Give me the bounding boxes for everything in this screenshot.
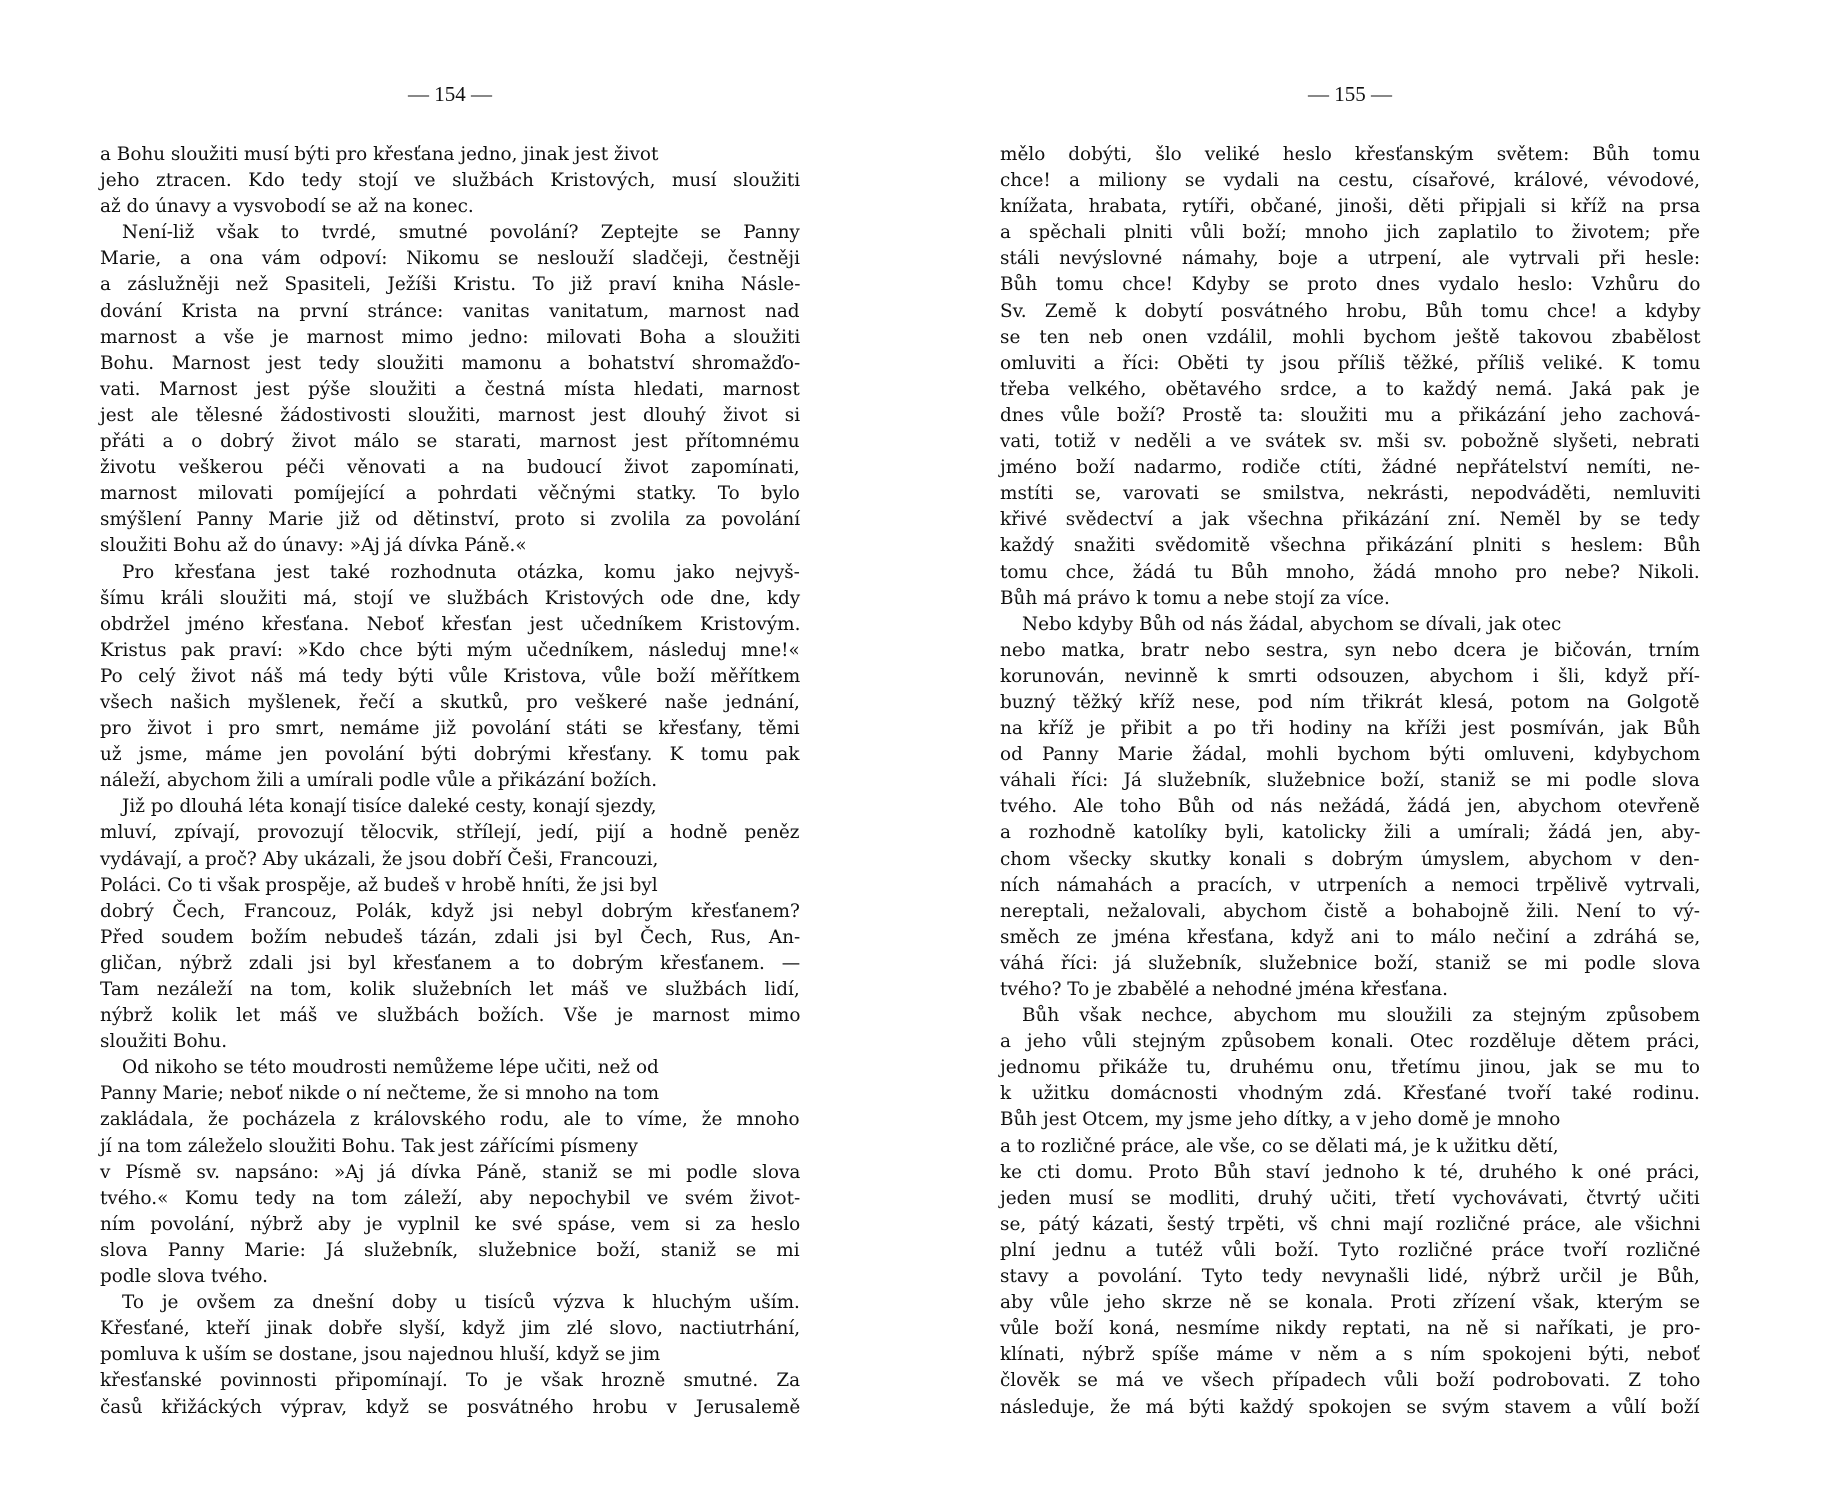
text-line: pro život i pro smrt, nemáme již povolání státi se křesťany, těmi — [100, 718, 800, 740]
left-page — [100, 0, 800, 1500]
text-line: aby vůle jeho skrze ně se konala. Proti zřízení však, kterým se — [1000, 1292, 1700, 1314]
text-line: tvého? To je zbabělé a nehodné jména křesťana. — [1000, 979, 1448, 1000]
text-line: sloužiti Bohu. — [100, 1031, 228, 1053]
text-line: Po celý život náš má tedy býti vůle Kristova, vůle boží měřítkem — [100, 665, 801, 687]
text-line: třeba velkého, obětavého srdce, a to každý nemá. Jaká pak je — [1000, 378, 1700, 400]
text-line: Od nikoho se této moudrosti nemůžeme lépe učiti, než od — [122, 1057, 659, 1079]
right-page — [1000, 0, 1700, 1500]
left-page-text — [100, 142, 800, 1421]
text-line: každý snažiti svědomitě všechna přikázání plniti s heslem: Bůh — [1000, 535, 1701, 557]
text-line: jí na tom záleželo sloužiti Bohu. Tak jest zářícími písmeny — [100, 1135, 638, 1157]
text-line: váhali říci: Já služebník, služebnice boží, staniž se mi podle slova — [1000, 770, 1700, 792]
text-line: Není-liž však to tvrdé, smutné povolání? Zeptejte se Panny — [122, 222, 800, 244]
text-line: náleží, abychom žili a umírali podle vůle a přikázání božích. — [100, 770, 658, 792]
text-line: se ten neb onen vzdálil, mohli bychom ještě takovou zbabělost — [1000, 326, 1701, 348]
text-line: korunován, nevinně k smrti odsouzen, abychom i šli, když pří- — [1000, 665, 1700, 687]
text-line: až do únavy a vysvobodí se až na konec. — [100, 196, 474, 218]
text-line: životu veškerou péči věnovati a na budoucí život zapomínati, — [100, 457, 800, 479]
text-line: mluví, zpívají, provozují tělocvik, střílejí, jedí, pijí a hodně peněz — [100, 822, 800, 844]
text-line: Poláci. Co ti však prospěje, až budeš v hrobě hníti, že jsi byl — [100, 874, 658, 896]
text-line: vydávají, a proč? Aby ukázali, že jsou dobří Češi, Francouzi, — [100, 848, 659, 870]
text-line: gličan, nýbrž zdali jsi byl křesťanem a to dobrým křesťanem. — — [100, 952, 801, 974]
text-line: od Panny Marie žádal, mohli bychom býti omluveni, kdybychom — [1000, 744, 1701, 766]
text-line: a Bohu sloužiti musí býti pro křesťana jedno, jinak jest život — [100, 144, 659, 165]
text-line: marnost a vše je marnost mimo jedno: milovati Boha a sloužiti — [100, 326, 801, 348]
text-line: Tam nezáleží na tom, kolik služebních let máš ve službách lidí, — [100, 979, 800, 1000]
text-line: zakládala, že pocházela z královského rodu, ale to víme, že mnoho — [100, 1109, 800, 1131]
text-line: mstíti se, varovati se smilstva, nekrásti, nepodváděti, nemluviti — [1000, 483, 1701, 505]
text-line: chom všecky skutky konali s dobrým úmyslem, abychom v den- — [1000, 848, 1700, 870]
text-line: člověk se má ve všech případech vůli boží podrobovati. Z toho — [1000, 1370, 1701, 1392]
text-line: Bůh má právo k tomu a nebe stojí za více. — [1000, 587, 1390, 609]
text-line: ke cti domu. Proto Bůh staví jednoho k té, druhého k oné práci, — [1000, 1161, 1700, 1183]
text-line: dnes vůle boží? Prostě ta: sloužiti mu a přikázání jeho zachová- — [1000, 404, 1701, 426]
text-line: mělo dobýti, šlo veliké heslo křesťanským světem: Bůh tomu — [1000, 144, 1701, 165]
text-line: Nebo kdyby Bůh od nás žádal, abychom se dívali, jak otec — [1022, 613, 1562, 635]
text-line: a to rozličné práce, ale vše, co se dělati má, je k užitku dětí, — [1000, 1135, 1559, 1157]
text-line: jednomu přikáže tu, druhému onu, třetímu jinou, jak se mu to — [1000, 1057, 1700, 1079]
text-line: chce! a miliony se vydali na cestu, císařové, králové, vévodové, — [1000, 170, 1700, 192]
text-line: dování Krista na první stránce: vanitas vanitatum, marnost nad — [100, 300, 800, 322]
text-line: už jsme, máme jen povolání býti dobrými křesťany. K tomu pak — [100, 744, 800, 766]
text-line: pomluva k uším se dostane, jsou najednou hluší, když se jim — [100, 1344, 661, 1366]
text-line: Panny Marie; neboť nikde o ní nečteme, že si mnoho na tom — [100, 1083, 660, 1105]
text-line: šímu králi sloužiti má, stojí ve službách Kristových ode dne, kdy — [100, 587, 801, 609]
text-line: buzný těžký kříž nese, pod ním třikrát klesá, potom na Golgotě — [1000, 691, 1700, 713]
text-line: ních námahách a pracích, v utrpeních a nemoci trpělivě vytrvali, — [1000, 874, 1701, 896]
text-line: tvého.« Komu tedy na tom záleží, aby nepochybil ve svém život- — [100, 1187, 801, 1209]
text-line: dobrý Čech, Francouz, Polák, když jsi nebyl dobrým křesťanem? — [100, 900, 800, 922]
text-line: Bohu. Marnost jest tedy sloužiti mamonu a bohatství shromažďo- — [100, 352, 801, 374]
text-line: tvého. Ale toho Bůh od nás nežádá, žádá jen, abychom otevřeně — [1000, 796, 1700, 818]
text-line: Sv. Země k dobytí posvátného hrobu, Bůh tomu chce! a kdyby — [1000, 300, 1701, 322]
text-line: křesťanské povinnosti připomínají. To je však hrozně smutné. Za — [100, 1370, 801, 1392]
text-line: sloužiti Bohu až do únavy: »Aj já dívka Páně.« — [100, 535, 527, 557]
text-line: všech našich myšlenek, řečí a skutků, pro veškeré naše jednání, — [100, 691, 800, 713]
text-line: Bůh jest Otcem, my jsme jeho dítky, a v jeho domě je mnoho — [1000, 1109, 1561, 1131]
text-line: křivé svědectví a jak všechna přikázání zní. Neměl by se tedy — [1000, 509, 1700, 531]
text-line: klínati, nýbrž spíše máme v něm a s ním spokojeni býti, neboť — [1000, 1344, 1700, 1366]
text-line: časů křižáckých výprav, když se posvátného hrobu v Jerusalemě — [100, 1396, 801, 1418]
text-line: vati, totiž v neděli a ve svátek sv. mši sv. pobožně slyšeti, nebrati — [1000, 431, 1700, 453]
right-page-text — [1000, 142, 1700, 1421]
text-line: nýbrž kolik let máš ve službách božích. Vše je marnost mimo — [100, 1005, 801, 1027]
text-line: ním povolání, nýbrž aby je vyplnil ke své spáse, vem si za heslo — [100, 1213, 801, 1235]
text-line: knížata, hrabata, rytíři, občané, jinoši, děti připjali si kříž na prsa — [1000, 196, 1701, 218]
text-line: vůle boží koná, nesmíme nikdy reptati, na ně si naříkati, je pro- — [1000, 1318, 1701, 1340]
text-line: Pro křesťana jest také rozhodnuta otázka, komu jako nejvyš- — [122, 561, 800, 583]
text-line: podle slova tvého. — [100, 1266, 268, 1288]
text-line: Marie, a ona vám odpoví: Nikomu se neslouží sladčeji, čestněji — [100, 248, 800, 270]
text-line: a spěchali plniti vůli boží; mnoho jich zaplatilo to životem; pře — [1000, 222, 1700, 244]
text-line: jeden musí se modliti, druhý učiti, třetí vychovávati, čtvrtý učiti — [1000, 1187, 1700, 1209]
text-line: jeho ztracen. Kdo tedy stojí ve službách Kristových, musí sloužiti — [100, 170, 801, 192]
text-line: a rozhodně katolíky byli, katolicky žili a umírali; žádá jen, aby- — [1000, 822, 1701, 844]
text-line: nebo matka, bratr nebo sestra, syn nebo dcera je bičován, trním — [1000, 639, 1700, 661]
text-line: a jeho vůli stejným způsobem konali. Otec rozděluje dětem práci, — [1000, 1031, 1700, 1053]
text-line: se, pátý kázati, šestý trpěti, vš chni mají rozličné práce, ale všichni — [1000, 1213, 1701, 1235]
text-line: Bůh však nechce, abychom mu sloužili za stejným způsobem — [1022, 1005, 1701, 1027]
text-line: váhá říci: já služebník, služebnice boží, staniž se mi podle slova — [1000, 952, 1701, 974]
page-number-right: — 155 — — [1308, 82, 1392, 106]
text-line: a záslužněji než Spasiteli, Ježíši Kristu. To již praví kniha Násle- — [100, 274, 801, 296]
text-line: směch ze jména křesťana, když ani to málo nečiní a zdráhá se, — [1000, 926, 1701, 948]
text-line: tomu chce, žádá tu Bůh mnoho, žádá mnoho pro nebe? Nikoli. — [1000, 561, 1700, 583]
text-line: přáti a o dobrý život málo se starati, marnost jest přítomnému — [100, 431, 800, 453]
text-line: Již po dlouhá léta konají tisíce daleké cesty, konají sjezdy, — [122, 796, 657, 818]
text-line: Křesťané, kteří jinak dobře slyší, když jim zlé slovo, nactiutrhání, — [100, 1318, 801, 1340]
text-line: na kříž je přibit a po tři hodiny na kříži jest posmíván, jak Bůh — [1000, 718, 1701, 740]
text-line: v Písmě sv. napsáno: »Aj já dívka Páně, staniž se mi podle slova — [100, 1161, 801, 1183]
text-line: jméno boží nadarmo, rodiče ctíti, žádné nepřátelství nemíti, ne- — [1000, 457, 1701, 479]
text-line: stavy a povolání. Tyto tedy nevynašli lidé, nýbrž určil je Bůh, — [1000, 1266, 1700, 1288]
text-line: Před soudem božím nebudeš tázán, zdali jsi byl Čech, Rus, An- — [100, 926, 801, 948]
text-line: marnost milovati pomíjející a pohrdati věčnými statky. To bylo — [100, 483, 800, 505]
text-line: plní jednu a tutéž vůli boží. Tyto rozličné práce tvoří rozličné — [1000, 1239, 1701, 1261]
text-line: smýšlení Panny Marie již od dětinství, proto si zvolila za povolání — [100, 509, 801, 531]
text-line: slova Panny Marie: Já služebník, služebnice boží, staniž se mi — [100, 1239, 800, 1261]
page-number-left: — 154 — — [408, 82, 492, 106]
text-line: Bůh tomu chce! Kdyby se proto dnes vydalo heslo: Vzhůru do — [1000, 274, 1701, 296]
text-line: jest ale tělesné žádostivosti sloužiti, marnost jest dlouhý život si — [100, 404, 801, 426]
text-line: vati. Marnost jest pýše sloužiti a čestná místa hledati, marnost — [100, 378, 800, 400]
text-line: k užitku domácnosti vhodným zdá. Křesťané tvoří také rodinu. — [1000, 1083, 1700, 1105]
text-line: Kristus pak praví: »Kdo chce býti mým učedníkem, následuj mne!« — [100, 639, 800, 661]
text-line: To je ovšem za dnešní doby u tisíců výzva k hluchým uším. — [122, 1292, 800, 1314]
text-line: obdržel jméno křesťana. Neboť křesťan jest učedníkem Kristovým. — [100, 613, 801, 635]
text-line: nereptali, nežalovali, abychom čistě a bohabojně žili. Není to vý- — [1000, 900, 1700, 922]
text-line: stáli nevýslovné námahy, boje a utrpení, ale vytrvali při hesle: — [1000, 248, 1701, 270]
text-line: následuje, že má býti každý spokojen se svým stavem a vůlí boží — [1000, 1396, 1700, 1418]
text-line: omluviti a říci: Oběti ty jsou příliš těžké, příliš veliké. K tomu — [1000, 352, 1701, 374]
